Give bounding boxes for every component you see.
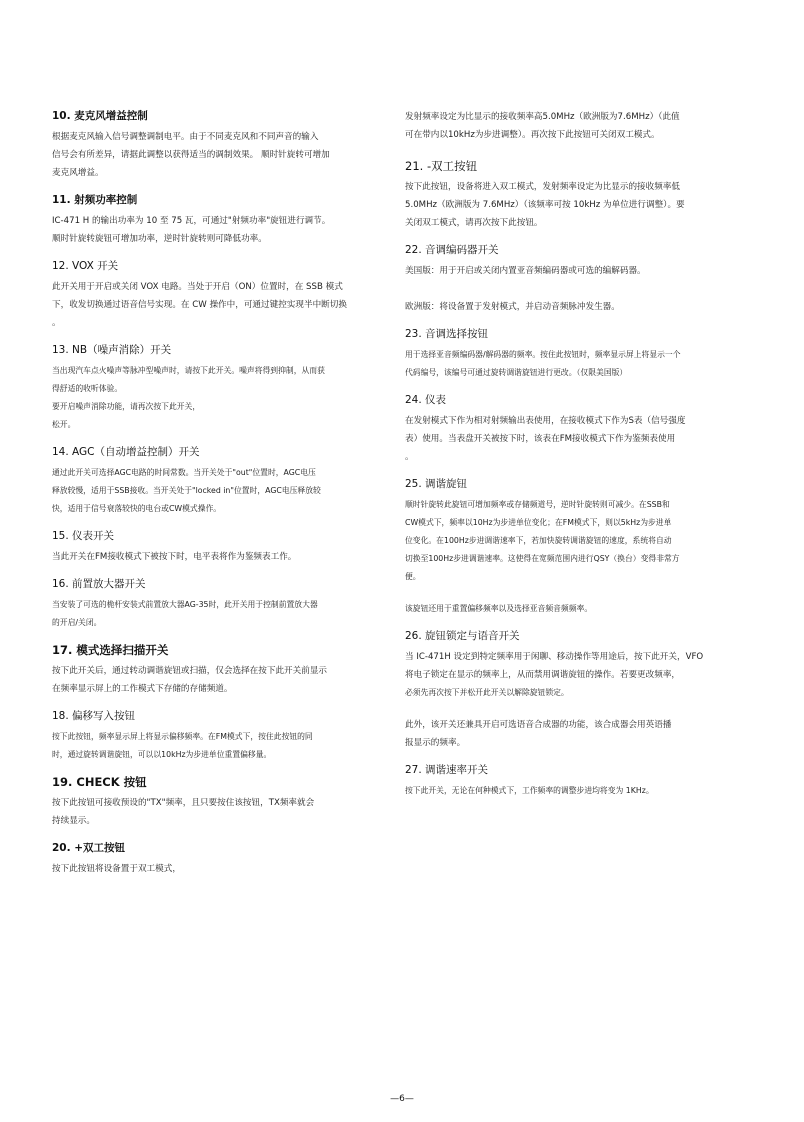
- section-heading: 17. 模式选择扫描开关: [52, 643, 169, 657]
- body-line: 当出现汽车点火噪声等脉冲型噪声时，请按下此开关。噪声将得到抑制，从而获: [52, 366, 325, 375]
- body-line: 通过此开关可选择AGC电路的时间常数。当开关处于"out"位置时，AGC电压: [52, 468, 316, 477]
- body-line: 此外，该开关还兼具开启可选语音合成器的功能，该合成器会用英语播: [405, 720, 672, 730]
- section-25: [405, 476, 735, 618]
- body-line: 松开。: [52, 420, 76, 429]
- section-10: [52, 108, 382, 182]
- section-23: [405, 326, 735, 382]
- section-17: [52, 642, 382, 698]
- section-heading: 15. 仪表开关: [52, 530, 115, 542]
- body-line: 在发射模式下作为相对射频输出表使用，在接收模式下作为S表（信号强度: [405, 416, 686, 426]
- body-line: 当 IC-471H 设定到特定频率用于闲聊、移动操作等用途后，按下此开关，VFO: [405, 652, 704, 662]
- body-line: 此开关用于开启或关闭 VOX 电路。当处于开启（ON）位置时，在 SSB 模式: [52, 282, 343, 292]
- section-15: [52, 528, 382, 566]
- body-line: 。: [405, 452, 414, 462]
- section-18: [52, 708, 382, 764]
- body-line: 报显示的频率。: [405, 738, 466, 748]
- body-line: 得舒适的收听体验。: [52, 384, 123, 393]
- body-line: 时，通过旋转调谐旋钮，可以以10kHz为步进单位重置偏移量。: [52, 750, 272, 759]
- section-heading: 21. -双工按钮: [405, 159, 478, 173]
- body-line: 麦克风增益。: [52, 168, 104, 178]
- body-line: 快，适用于信号衰落较快的电台或CW模式操作。: [52, 504, 222, 513]
- section-heading: 23. 音调选择按钮: [405, 328, 489, 340]
- body-line: 的开启/关闭。: [52, 618, 102, 627]
- section-27: [405, 762, 735, 800]
- body-line: 将电子锁定在显示的频率上，从而禁用调谐旋钮的操作。若要更改频率，: [405, 670, 681, 680]
- body-line: [405, 702, 735, 716]
- section-heading: 22. 音调编码器开关: [405, 244, 499, 256]
- section-heading: 26. 旋钮锁定与语音开关: [405, 630, 520, 642]
- left-column: [52, 108, 382, 878]
- section-heading: 11. 射频功率控制: [52, 194, 138, 206]
- section-heading: 14. AGC（自动增益控制）开关: [52, 446, 200, 458]
- body-line: 必须先再次按下并松开此开关以解除旋钮锁定。: [405, 688, 569, 697]
- body-line: 欧洲版：将设备置于发射模式，并启动音频脉冲发生器。: [405, 302, 620, 312]
- body-line: 按下此开关，无论在何种模式下，工作频率的调整步进均将变为 1KHz。: [405, 786, 654, 795]
- body-line: 关闭双工模式，请再次按下此按钮。: [405, 218, 543, 228]
- section-heading: 12. VOX 开关: [52, 260, 119, 272]
- section-heading: 19. CHECK 按钮: [52, 775, 147, 789]
- section-20: [52, 840, 382, 878]
- section-11: [52, 192, 382, 248]
- section-heading: 10. 麦克风增益控制: [52, 110, 148, 122]
- body-line: 顺时针旋转旋钮可增加功率，逆时针旋转则可降低功率。: [52, 234, 267, 244]
- body-line: 根据麦克风输入信号调整调制电平。由于不同麦克风和不同声音的输入: [52, 132, 319, 142]
- body-line: [405, 280, 735, 298]
- section-heading: 18. 偏移写入按钮: [52, 710, 136, 722]
- body-line: 该旋钮还用于重置偏移频率以及选择亚音频音频频率。: [405, 604, 593, 613]
- body-line: 顺时针旋转此旋钮可增加频率或存储频道号，逆时针旋转则可减少。在SSB和: [405, 500, 670, 509]
- page-number: —6—: [390, 1094, 414, 1104]
- body-line: 按下此按钮可接收预设的"TX"频率，且只要按住该按钮，TX频率就会: [52, 798, 315, 808]
- body-line: 5.0MHz（欧洲版为 7.6MHz）（该频率可按 10kHz 为单位进行调整）。要: [405, 200, 685, 210]
- section-heading: 20. +双工按钮: [52, 842, 126, 854]
- body-line: 当安装了可选的桅杆安装式前置放大器AG-35时，此开关用于控制前置放大器: [52, 600, 318, 609]
- body-line: IC-471 H 的输出功率为 10 至 75 瓦，可通过"射频功率"旋钮进行调节。: [52, 216, 331, 226]
- section-heading: 16. 前置放大器开关: [52, 578, 146, 590]
- section-heading: 13. NB（噪声消除）开关: [52, 344, 172, 356]
- body-line: 按下此按钮，频率显示屏上将显示偏移频率。在FM模式下，按住此按钮的同: [52, 732, 313, 741]
- body-line: 按下此开关后，通过转动调谐旋钮或扫描，仅会选择在按下此开关前显示: [52, 666, 328, 676]
- body-line: [405, 586, 735, 600]
- body-line: 在频率显示屏上的工作模式下存储的存储频道。: [52, 684, 233, 694]
- body-line: 切换至100Hz步进调谐速率。这使得在宽频范围内进行QSY（换台）变得非常方: [405, 554, 680, 563]
- right-column: [405, 108, 735, 800]
- body-line: 要开启噪声消除功能，请再次按下此开关，: [52, 402, 201, 411]
- section-19: [52, 774, 382, 830]
- body-line: 用于选择亚音频编码器/解码器的频率。按住此按钮时，频率显示屏上将显示一个: [405, 350, 681, 359]
- body-line: 按下此按钮，设备将进入双工模式，发射频率设定为比显示的接收频率低: [405, 182, 681, 192]
- section-20-continued: [405, 108, 735, 144]
- section-26: [405, 628, 735, 752]
- body-line: 可在带内以10kHz为步进调整）。再次按下此按钮可关闭双工模式。: [405, 130, 660, 140]
- section-14: [52, 444, 382, 518]
- body-line: 按下此按钮将设备置于双工模式，: [52, 864, 181, 874]
- body-line: 美国版：用于开启或关闭内置亚音频编码器或可选的编解码器。: [405, 266, 646, 276]
- section-16: [52, 576, 382, 632]
- body-line: 便。: [405, 572, 421, 581]
- body-line: 表）使用。当表盘开关被按下时，该表在FM接收模式下作为鉴频表使用: [405, 434, 676, 444]
- body-line: 释放较慢，适用于SSB接收。当开关处于"locked in"位置时，AGC电压释放较: [52, 486, 321, 495]
- section-24: [405, 392, 735, 466]
- section-22: [405, 242, 735, 316]
- section-heading: 27. 调谐速率开关: [405, 764, 489, 776]
- body-line: 发射频率设定为比显示的接收频率高5.0MHz（欧洲版为7.6MHz）（此值: [405, 112, 680, 122]
- body-line: 信号会有所差异，请据此调整以获得适当的调制效果。 顺时针旋转可增加: [52, 150, 330, 160]
- section-13: [52, 342, 382, 434]
- body-line: CW模式下，频率以10Hz为步进单位变化；在FM模式下，则以5kHz为步进单: [405, 518, 672, 527]
- section-heading: 25. 调谐旋钮: [405, 478, 468, 490]
- section-12: [52, 258, 382, 332]
- body-line: 代码编号，该编号可通过旋转调谐旋钮进行更改。（仅限美国版）: [405, 368, 628, 377]
- body-line: 持续显示。: [52, 816, 95, 826]
- body-line: 位变化。在100Hz步进调谐速率下，若加快旋转调谐旋钮的速度，系统将自动: [405, 536, 672, 545]
- body-line: 当此开关在FM接收模式下被按下时，电平表将作为鉴频表工作。: [52, 552, 297, 562]
- section-21: [405, 158, 735, 232]
- body-line: 下，收发切换通过语音信号实现。在 CW 操作中，可通过键控实现半中断切换: [52, 300, 347, 310]
- section-heading: 24. 仪表: [405, 394, 447, 406]
- body-line: 。: [52, 318, 61, 328]
